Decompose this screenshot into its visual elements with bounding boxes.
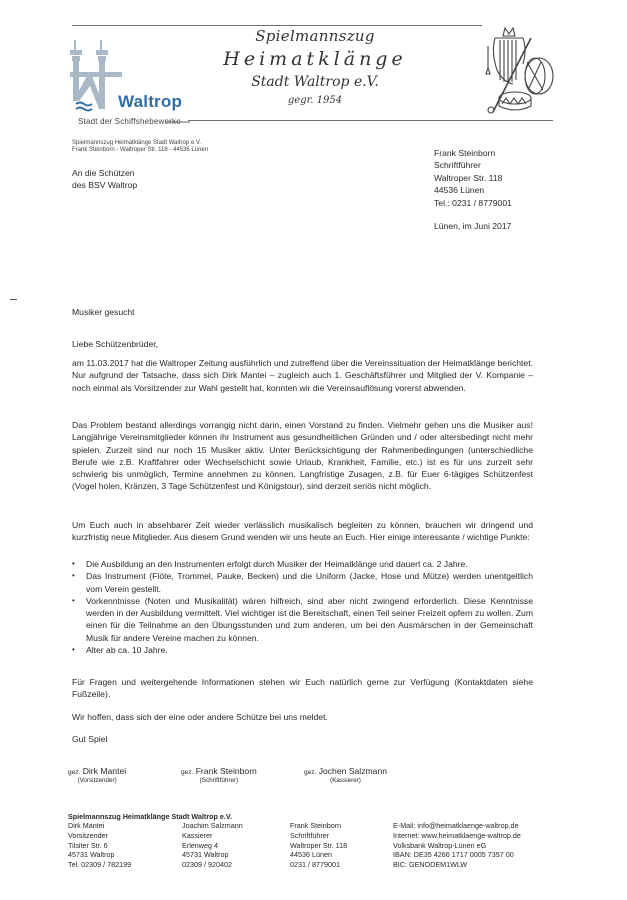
city-logo-name: Waltrop: [118, 92, 183, 111]
paragraph-3: Um Euch auch in absehbarer Zeit wieder verlässlich musikalisch begleiten zu können, brauchen wir dringend und kurzfristig neue Mitglieder. Aus diesem Grund wenden wir uns heute an Euch. Hier einige interessante / wichtige Punkte:: [72, 520, 533, 543]
club-title-line3: Stadt Waltrop e.V.: [251, 74, 379, 90]
signature-role: (Vorsitzender): [77, 777, 117, 784]
club-title: [210, 28, 420, 108]
footer-column-secretary: [290, 821, 347, 870]
signature-prefix: gez.: [68, 769, 81, 776]
footer-column-chair: [68, 821, 131, 870]
footer-line: 45731 Waltrop: [182, 850, 229, 860]
footer-bic: BIC: GENODEM1WLW: [393, 860, 468, 870]
sender-name: Frank Steinborn: [434, 148, 496, 158]
signature-role: (Kassierer): [330, 777, 361, 784]
closing: Gut Spiel: [72, 734, 108, 744]
footer-title: Spielmannszug Heimatklänge Stadt Waltrop e.V.: [68, 812, 233, 821]
sender-return-line1: Spielmannszug Heimatklänge Stadt Waltrop e.V.: [72, 140, 201, 146]
letter-subject: Musiker gesucht: [72, 307, 135, 317]
list-item: • Vorkenntnisse (Noten und Musikalität) wären hilfreich, sind aber nicht zwingend erforderlich. Diese Kenntnisse werden in der Ausbildung vermittelt. Viel wichtiger ist die Bereitschaft, einen Teil seiner Freizeit opfern zu wollen. Zum einen für die Teilnahme an den Übungsstunden und zum anderen, um bei den Ausmärschen in der Gemeinschaft Musik für andere Vereine machen zu können.: [72, 595, 533, 644]
footer-line: Dirk Mantei: [68, 821, 105, 830]
paragraph-1: am 11.03.2017 hat die Waltroper Zeitung ausführlich und zutreffend über die Vereinssituation der Heimatklänge berichtet. Nur aufgrund der Tatsache, dass sich Dirk Mantei – zugleich auch 1. Geschäftsführer und Mitglied der V. Kompanie – noch einmal als Vorsitzender zur Wahl gestellt hat, konnten wir die Vereinsauflösung vorerst abwenden.: [72, 358, 533, 393]
footer-website[interactable]: Internet: www.heimatklaenge-waltrop.de: [393, 830, 521, 840]
club-title-line1: Spielmannszug: [255, 27, 375, 45]
sender-role: Schriftführer: [434, 160, 481, 171]
sender-address: [434, 147, 512, 209]
recipient-line1: An die Schützen: [72, 168, 135, 178]
footer-line: 45731 Waltrop: [68, 850, 115, 860]
signature-prefix: gez.: [181, 769, 194, 776]
paragraph-4: Für Fragen und weitergehende Informationen stehen wir Euch natürlich gerne zur Verfügung (Kontaktdaten siehe Fußzeile).: [72, 677, 533, 700]
footer-line: Schriftführer: [290, 830, 330, 840]
footer-line: Frank Steinborn: [290, 821, 342, 830]
salutation: Liebe Schützenbrüder,: [72, 339, 159, 349]
footer-column-contact-bank: [393, 821, 521, 870]
sender-phone: Tel.: 0231 / 8779001: [434, 197, 512, 208]
signature-treasurer: [304, 766, 387, 784]
list-item: • Alter ab ca. 10 Jahre.: [72, 644, 533, 656]
footer-line: Erlenweg 4: [182, 840, 218, 850]
sender-city: 44536 Lünen: [434, 185, 485, 196]
sender-street: Waltroper Str. 118: [434, 172, 503, 183]
signature-prefix: gez.: [304, 769, 317, 776]
header-top-rule: [72, 25, 482, 26]
key-points-list: [72, 558, 533, 656]
paragraph-5: Wir hoffen, dass sich der eine oder andere Schütze bei uns meldet.: [72, 712, 328, 722]
signature-name: Dirk Mantei: [82, 766, 127, 776]
footer-column-treasurer: [182, 821, 243, 870]
footer-email[interactable]: E-Mail: info@heimatklaenge-waltrop.de: [393, 821, 519, 830]
footer-line: 0231 / 8779001: [290, 860, 340, 870]
signature-chair: [68, 766, 126, 784]
footer-line: Kassierer: [182, 830, 213, 840]
signature-name: Jochen Salzmann: [318, 766, 388, 776]
club-title-line2: Heimatklänge: [223, 48, 407, 70]
footer-line: 44536 Lünen: [290, 850, 332, 860]
fold-mark: [10, 299, 17, 300]
footer-line: Waltroper Str. 118: [290, 840, 348, 850]
footer-iban: IBAN: DE35 4266 1717 0005 7357 00: [393, 850, 514, 860]
signature-secretary: [181, 766, 257, 784]
city-logo-tagline: Stadt der Schiffshebewerke: [78, 117, 181, 126]
sender-return-line2: Frank Steinborn - Waltroper Str. 118 - 44536 Lünen: [72, 147, 209, 154]
footer-line: 02309 / 920402: [182, 860, 232, 870]
club-founded: gegr. 1954: [287, 95, 343, 106]
list-item: • Die Ausbildung an den Instrumenten erfolgt durch Musiker der Heimatklänge und dauert ca. 2 Jahre.: [72, 558, 533, 570]
signature-name: Frank Steinborn: [195, 766, 257, 776]
footer-line: Vorsitzender: [68, 830, 108, 840]
footer-line: Tel. 02309 / 782199: [68, 860, 132, 870]
sender-return-address: [72, 140, 208, 155]
footer-bank-name: Volksbank Waltrop-Lünen eG: [393, 840, 487, 850]
date-line: Lünen, im Juni 2017: [434, 221, 512, 231]
lyre-drum-emblem-icon: [483, 22, 563, 118]
paragraph-2: Das Problem bestand allerdings vorrangig nicht darin, einen Vorstand zu finden. Vielmehr gehen uns die Musiker aus! Langjährige Vereinsmitglieder können ihr Instrument aus gesundheitlichen Gründen und / oder altersbedingt nicht mehr spielen. Zurzeit sind nur noch 15 Musiker aktiv. Unter Berücksichtigung der Rahmenbedingungen (unterschiedliche Berufe wie z.B. Kraftfahrer oder Wechselschicht sowie Urlaub, Krankheit, Familie, etc.) ist es für uns zurzeit sehr schwierig bis unmöglich, Termine annehmen zu können. Langfristige Zusagen, z.B. für Euer 6-tägiges Schützenfest (Vogel holen, Kränzen, 3 Tage Schützenfest und Königstour), sind derzeit seriös nicht möglich.: [72, 420, 533, 492]
recipient-line2: des BSV Waltrop: [72, 179, 138, 190]
footer-line: Tilsiter Str. 6: [68, 840, 108, 850]
recipient-address: [72, 168, 137, 191]
header-bottom-rule: [188, 120, 553, 121]
signature-role: (Schriftführer): [199, 777, 239, 784]
footer-line: Joachim Salzmann: [182, 821, 243, 830]
ship-lift-towers-icon: [70, 34, 190, 126]
list-item: • Das Instrument (Flöte, Trommel, Pauke, Becken) und die Uniform (Jacke, Hose und Mütze) werden unentgeltlich vom Verein gestellt.: [72, 570, 533, 595]
